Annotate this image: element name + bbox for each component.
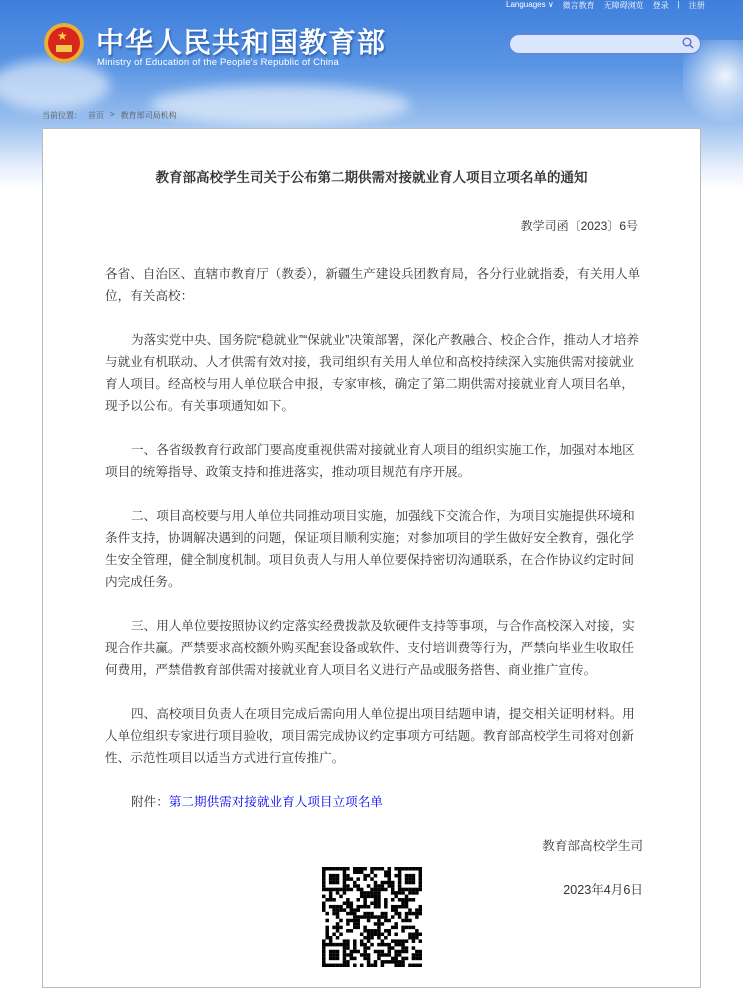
- paragraph: 一、各省级教育行政部门要高度重视供需对接就业育人项目的组织实施工作，加强对本地区项目的统筹指导、政策支持和推进落实，推动项目规范有序开展。: [105, 443, 635, 479]
- search-box: [509, 34, 701, 54]
- document-number: 教学司函〔2023〕6号: [520, 219, 638, 233]
- qr-code-icon: [322, 867, 422, 967]
- cloud-decoration: [150, 85, 410, 125]
- languages-menu[interactable]: Languages ∨: [506, 0, 554, 9]
- paragraph: 为落实党中央、国务院“稳就业”“保就业”决策部署，深化产教融合、校企合作，推动人才培养与就业有机联动、人才供需有效对接，我司组织有关用人单位和高校持续深入实施供需对接就业育人项目。经高校与用人单位联合申报，专家审核，确定了第二期供需对接就业育人项目名单，现予以公布。有关事项通知如下。: [105, 333, 639, 413]
- search-icon[interactable]: [682, 37, 694, 49]
- breadcrumb-home[interactable]: 首页: [88, 111, 104, 120]
- site-logo-subtitle: Ministry of Education of the People's Republic of China: [97, 57, 339, 68]
- paragraph: 三、用人单位要按照协议约定落实经费拨款及软硬件支持等事项，与合作高校深入对接，实现合作共赢。严禁要求高校额外购买配套设备或软件、支付培训费等行为，严禁向毕业生收取任何费用，严禁借教育部供需对接就业育人项目名义进行产品或服务搭售、商业推广宣传。: [105, 619, 635, 677]
- register-link[interactable]: 注册: [688, 1, 705, 10]
- salutation: 各省、自治区、直辖市教育厅（教委），新疆生产建设兵团教育局，各分行业就指委，有关用人单位，有关高校：: [105, 267, 641, 303]
- cloud-decoration: [0, 60, 110, 110]
- national-emblem-icon[interactable]: ★: [44, 23, 84, 63]
- attachment-link[interactable]: 第二期供需对接就业育人项目立项名单: [168, 795, 383, 809]
- paragraph: 四、高校项目负责人在项目完成后需向用人单位提出项目结题申请，提交相关证明材料。用人单位组织专家进行项目验收，项目需完成协议约定事项方可结题。教育部高校学生司将对创新性、示范性项目以适当方式进行宣传推广。: [105, 707, 635, 765]
- article-container: [42, 128, 701, 988]
- breadcrumb-separator: >: [110, 110, 115, 119]
- site-logo-title[interactable]: 中华人民共和国教育部: [96, 27, 387, 58]
- article-title: 教育部高校学生司关于公布第二期供需对接就业育人项目立项名单的通知: [155, 170, 588, 185]
- signature: 教育部高校学生司: [542, 839, 643, 853]
- weiyan-link[interactable]: 微言教育: [562, 1, 595, 10]
- article-body: [105, 263, 643, 923]
- top-nav: [506, 0, 705, 11]
- date: 2023年4月6日: [563, 883, 643, 897]
- attachment: [105, 791, 643, 813]
- login-link[interactable]: 登录: [652, 1, 669, 10]
- breadcrumb-current[interactable]: 教育部司局机构: [120, 111, 177, 120]
- divider: |: [677, 0, 680, 9]
- attachment-label: 附件：: [131, 795, 169, 809]
- accessibility-link[interactable]: 无障碍浏览: [603, 1, 644, 10]
- breadcrumb-label: 当前位置：: [42, 111, 82, 120]
- breadcrumb: [42, 110, 177, 121]
- search-input[interactable]: [518, 37, 678, 54]
- paragraph: 二、项目高校要与用人单位共同推动项目实施，加强线下交流合作，为项目实施提供环境和条件支持，协调解决遇到的问题，保证项目顺利实施；对参加项目的学生做好安全教育，强化学生安全管理，健全制度机制。项目负责人与用人单位要保持密切沟通联系，在合作协议约定时间内完成任务。: [105, 509, 635, 589]
